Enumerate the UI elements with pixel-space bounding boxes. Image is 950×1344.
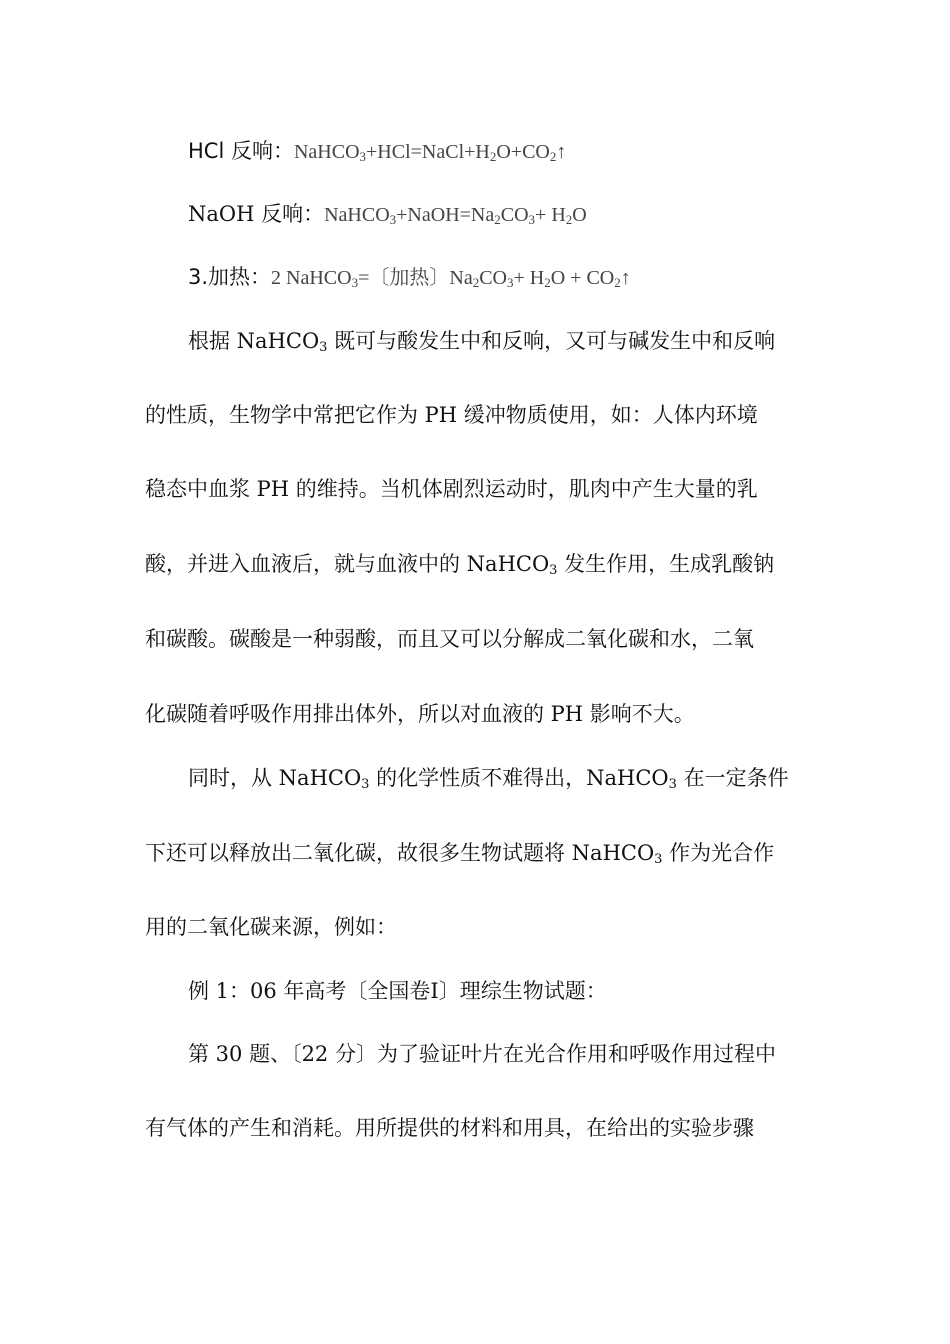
body-line: 第 30 题、〔22 分〕为了验证叶片在光合作用和呼吸作用过程中: [188, 1042, 776, 1066]
reaction-heating: [188, 262, 868, 293]
reaction-label: HCl 反响：: [188, 139, 294, 163]
body-line: 稳态中血浆 PH 的维持。当机体剧烈运动时，肌肉中产生大量的乳: [145, 477, 758, 501]
body-line: 和碳酸。碳酸是一种弱酸，而且又可以分解成二氧化碳和水，二氧: [145, 627, 754, 651]
body-line: 有气体的产生和消耗。用所提供的材料和用具，在给出的实验步骤: [145, 1116, 754, 1140]
reaction-formula: $NaHCO_3+HCl=NaCl+H_2O+CO_2↑$: [293, 141, 567, 164]
body-line: 根据 NaHCO$_3$ 既可与酸发生中和反响，又可与碱发生中和反响: [188, 329, 776, 355]
body-line: 下还可以释放出二氧化碳，故很多生物试题将 NaHCO$_3$ 作为光合作: [145, 841, 775, 867]
reaction-hcl: [188, 136, 868, 167]
body-line: 酸，并进入血液后，就与血液中的 NaHCO$_3$ 发生作用，生成乳酸钠: [145, 552, 775, 578]
reaction-formula: $NaHCO_3+NaOH=Na_2CO_3+ H_2O$: [324, 204, 587, 227]
reaction-naoh: [188, 199, 868, 230]
body-line: 化碳随着呼吸作用排出体外，所以对血液的 PH 影响不大。: [145, 702, 695, 726]
body-line: 的性质，生物学中常把它作为 PH 缓冲物质使用，如：人体内环境: [145, 403, 758, 427]
reaction-label: NaOH 反响：: [188, 202, 325, 226]
body-line: 同时，从 NaHCO$_3$ 的化学性质不难得出，NaHCO$_3$ 在一定条件: [188, 766, 789, 792]
body-line: 用的二氧化碳来源，例如：: [145, 915, 397, 939]
reaction-label: 3.加热：: [188, 265, 272, 289]
example-heading: 例 1：06 年高考〔全国卷Ⅰ〕理综生物试题：: [188, 979, 607, 1003]
reaction-formula: 2 NaHCO$_3$=〔加热〕$Na_2CO_3+ H_2O$ + $CO_2↑$: [271, 267, 631, 290]
